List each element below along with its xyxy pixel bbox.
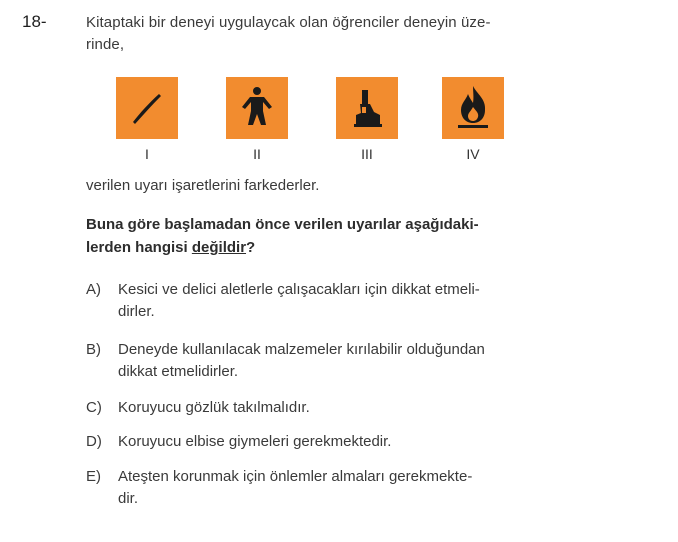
- sign-label-3: III: [361, 146, 373, 162]
- protective-suit-sign-icon: [226, 77, 288, 139]
- prompt-line-2: [86, 236, 479, 259]
- question-prompt: [86, 213, 479, 259]
- option-e-line-2: dir.: [118, 490, 139, 507]
- prompt-underlined-word: değildir: [191, 239, 247, 256]
- question-stem: [86, 12, 586, 56]
- option-b-label: B): [86, 341, 101, 358]
- glassware-sign-icon: [336, 77, 398, 139]
- prompt-question-mark: ?: [246, 239, 256, 256]
- sign-label-4: IV: [466, 146, 480, 162]
- option-d-line-1: Koruyucu elbise giymeleri gerekmektedir.: [118, 433, 392, 450]
- after-signs-text: verilen uyarı işaretlerini farkederler.: [86, 177, 320, 194]
- option-c-line-1: Koruyucu gözlük takılmalıdır.: [118, 399, 310, 416]
- prompt-line-1: Buna göre başlamadan önce verilen uyarılar aşağıdaki-: [86, 216, 479, 233]
- option-a-label: A): [86, 281, 101, 298]
- option-a-line-2: dirler.: [118, 303, 155, 320]
- stem-line-2: rinde,: [86, 36, 125, 53]
- sign-label-1: I: [145, 146, 149, 162]
- option-a-line-1: Kesici ve delici aletlerle çalışacakları için dikkat etmeli-: [118, 281, 480, 298]
- option-b-line-2: dikkat etmelidirler.: [118, 363, 239, 380]
- option-e-line-1: Ateşten korunmak için önlemler almaları gerekmekte-: [118, 468, 473, 485]
- flame-sign-icon: [442, 77, 504, 139]
- prompt-line-2-start: lerden hangisi: [86, 239, 192, 256]
- warning-signs-row: [0, 77, 678, 167]
- option-d-label: D): [86, 433, 102, 450]
- option-b-line-1: Deneyde kullanılacak malzemeler kırılabilir olduğundan: [118, 341, 485, 358]
- question-number: 18-: [22, 12, 47, 31]
- sign-label-2: II: [253, 146, 261, 162]
- option-e-label: E): [86, 468, 101, 485]
- knife-sign-icon: [116, 77, 178, 139]
- stem-line-1: Kitaptaki bir deneyi uygulaycak olan öğrenciler deneyin üze-: [86, 14, 491, 31]
- option-c-label: C): [86, 399, 102, 416]
